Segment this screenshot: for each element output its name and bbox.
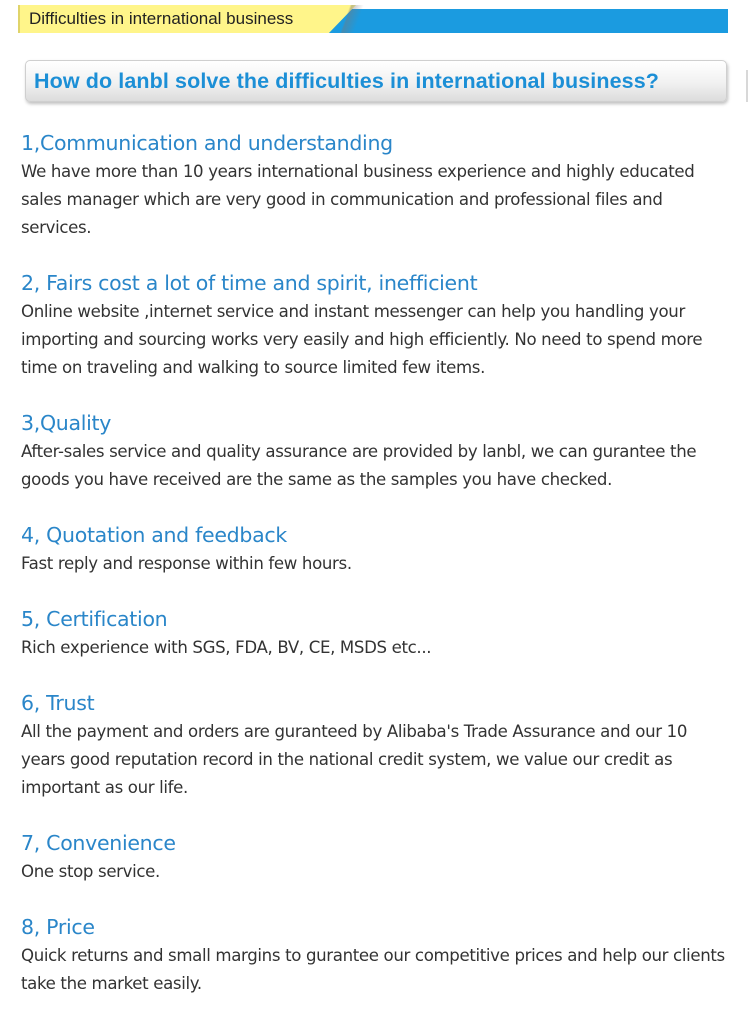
section-title: 4, Quotation and feedback bbox=[21, 523, 287, 547]
section-price bbox=[21, 912, 731, 998]
section-certification bbox=[21, 604, 731, 662]
section-title: 7, Convenience bbox=[21, 831, 176, 855]
edge-divider bbox=[746, 70, 748, 102]
section-fairs bbox=[21, 268, 731, 382]
section-body: All the payment and orders are guranteed by Alibaba's Trade Assurance and our 10 years good reputation record in the national credit system, we value our credit as important as our life. bbox=[21, 722, 688, 797]
section-body: One stop service. bbox=[21, 862, 160, 881]
section-trust bbox=[21, 688, 731, 802]
section-title: 8, Price bbox=[21, 915, 95, 939]
headline-box bbox=[25, 60, 727, 102]
banner-title: Difficulties in international business bbox=[29, 9, 294, 28]
section-body: After-sales service and quality assurance are provided by lanbl, we can gurantee the goods you have received are the same as the samples you have checked. bbox=[21, 442, 697, 489]
section-body: Online website ,internet service and instant messenger can help you handling your importing and sourcing works very easily and high efficiently. No need to spend more time on traveling and walking to source limited few items. bbox=[21, 302, 703, 377]
section-title: 5, Certification bbox=[21, 607, 168, 631]
headline-text: How do lanbl solve the difficulties in international business? bbox=[34, 69, 659, 93]
section-body: Quick returns and small margins to gurantee our competitive prices and help our clients take the market easily. bbox=[21, 946, 725, 993]
section-title: 6, Trust bbox=[21, 691, 95, 715]
section-quotation bbox=[21, 520, 731, 578]
section-convenience bbox=[21, 828, 731, 886]
section-title: 1,Communication and understanding bbox=[21, 131, 393, 155]
section-banner bbox=[18, 5, 728, 33]
section-body: We have more than 10 years international business experience and highly educated sales manager which are very good in communication and professional files and services. bbox=[21, 162, 695, 237]
section-communication bbox=[21, 128, 731, 242]
section-quality bbox=[21, 408, 731, 494]
section-body: Fast reply and response within few hours. bbox=[21, 554, 352, 573]
banner-tab-shadow bbox=[336, 5, 366, 33]
section-title: 3,Quality bbox=[21, 411, 112, 435]
section-title: 2, Fairs cost a lot of time and spirit, inefficient bbox=[21, 271, 478, 295]
section-body: Rich experience with SGS, FDA, BV, CE, MSDS etc... bbox=[21, 638, 432, 657]
